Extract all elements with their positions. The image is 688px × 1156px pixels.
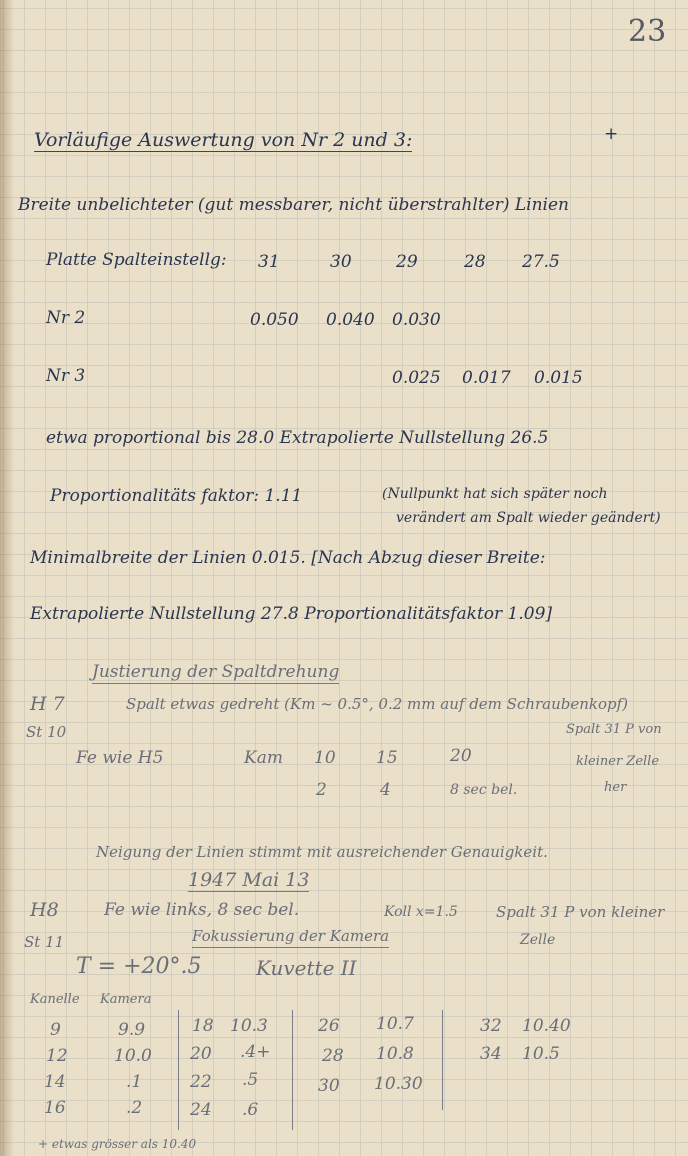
- proportional-line: etwa proportional bis 28.0 Extrapolierte Nullstellung 26.5: [46, 428, 549, 448]
- factor-line: Proportionalitäts faktor: 1.11: [50, 486, 303, 506]
- row-nr3-value: 0.025: [392, 368, 441, 388]
- fokus-cell: 10.8: [376, 1044, 414, 1064]
- st10-label: St 10: [26, 723, 67, 741]
- h8-label: H8: [30, 899, 59, 921]
- row-nr2-value: 0.030: [392, 310, 441, 330]
- fokus-cell: 26: [318, 1016, 340, 1036]
- kuvette-label: Kuvette II: [256, 956, 357, 980]
- koll-line: Koll x=1.5: [384, 904, 458, 920]
- bracket-note-1: (Nullpunkt hat sich später noch: [382, 486, 608, 502]
- row-nr3-value: 0.017: [462, 368, 511, 388]
- page-heading: Vorläufige Auswertung von Nr 2 und 3:: [34, 129, 413, 151]
- footnote: + etwas grösser als 10.40: [38, 1137, 197, 1151]
- fokus-header: Kanelle: [30, 992, 80, 1007]
- fokus-cell: 28: [322, 1046, 344, 1066]
- sec-value: 2: [316, 780, 327, 800]
- fokus-cell: 18: [192, 1016, 214, 1036]
- fokus-cell: 14: [44, 1072, 66, 1092]
- fokus-cell: 16: [44, 1098, 66, 1118]
- kam-value: 20: [450, 746, 472, 766]
- minimum-line: Minimalbreite der Linien 0.015. [Nach Abzug dieser Breite:: [30, 548, 546, 568]
- row-nr2-value: 0.040: [326, 310, 375, 330]
- table-divider: [178, 1010, 179, 1130]
- table1-col: 31: [258, 252, 280, 272]
- fokus-cell: .6: [242, 1100, 259, 1120]
- row-nr2-value: 0.050: [250, 310, 299, 330]
- st11-label: St 11: [24, 933, 65, 951]
- table-divider: [442, 1010, 443, 1110]
- kam-value: 15: [376, 748, 398, 768]
- row-nr3-value: 0.015: [534, 368, 583, 388]
- fokus-cell: 24: [190, 1100, 212, 1120]
- table1-col: 29: [396, 252, 418, 272]
- row-nr2-label: Nr 2: [46, 308, 86, 328]
- bracket-note-2: verändert am Spalt wieder geändert): [396, 510, 661, 526]
- fokus-cell: 12: [46, 1046, 68, 1066]
- fokus-cell: 34: [480, 1044, 502, 1064]
- table1-col: 27.5: [522, 252, 560, 272]
- fokus-cell: 32: [480, 1016, 502, 1036]
- sec-value: 8 sec bel.: [450, 782, 518, 798]
- kam-label: Kam: [244, 748, 283, 768]
- h7-label: H 7: [30, 693, 65, 715]
- fokus-header: Kamera: [100, 992, 152, 1007]
- table1-col: 30: [330, 252, 352, 272]
- spalt-31-note-1: Spalt 31 P von: [566, 722, 662, 737]
- fokus-cell: 10.3: [230, 1016, 268, 1036]
- spalt-31-note-3: her: [604, 780, 627, 795]
- fokus-cell: 10.40: [522, 1016, 571, 1036]
- table1-header-label: Platte Spalteinstellg:: [46, 250, 227, 270]
- fokus-cell: 30: [318, 1076, 340, 1096]
- subheading: Breite unbelichteter (gut messbarer, nicht überstrahlter) Linien: [18, 195, 569, 215]
- fokus-cell: 20: [190, 1044, 212, 1064]
- spalt-gedreht: Spalt etwas gedreht (Km ~ 0.5°, 0.2 mm auf dem Schraubenkopf): [126, 695, 629, 713]
- date-heading: 1947 Mai 13: [188, 869, 310, 891]
- fe-line: Fe wie links, 8 sec bel.: [104, 900, 300, 920]
- margin-mark: +: [604, 124, 619, 144]
- fokus-cell: .2: [126, 1098, 143, 1118]
- temperature: T = +20°.5: [76, 954, 202, 979]
- fokus-cell: .1: [126, 1072, 143, 1092]
- extrapolated-line: Extrapolierte Nullstellung 27.8 Proportionalitätsfaktor 1.09]: [30, 604, 553, 624]
- fokus-cell: .5: [242, 1070, 259, 1090]
- fokus-cell: 22: [190, 1072, 212, 1092]
- fokus-cell: .4+: [240, 1042, 271, 1062]
- row-nr3-label: Nr 3: [46, 366, 86, 386]
- spalt-h8: Spalt 31 P von kleiner: [496, 903, 665, 921]
- fokus-cell: 9.9: [118, 1020, 146, 1040]
- table-divider: [292, 1010, 293, 1130]
- kam-value: 10: [314, 748, 336, 768]
- section2-title: Justierung der Spaltdrehung: [92, 662, 340, 682]
- fokus-cell: 10.7: [376, 1014, 414, 1034]
- fokus-cell: 10.0: [114, 1046, 152, 1066]
- table1-col: 28: [464, 252, 486, 272]
- fokus-title: Fokussierung der Kamera: [192, 926, 389, 948]
- fokus-cell: 9: [50, 1020, 61, 1040]
- fe-h5: Fe wie H5: [76, 748, 164, 768]
- fokus-cell: 10.5: [522, 1044, 560, 1064]
- spalt-31-note-2: kleiner Zelle: [576, 754, 660, 769]
- neigung-line: Neigung der Linien stimmt mit ausreichender Genauigkeit.: [96, 843, 548, 861]
- zelle-label: Zelle: [520, 932, 556, 948]
- sec-value: 4: [380, 780, 391, 800]
- fokus-cell: 10.30: [374, 1074, 423, 1094]
- page-number: 23: [628, 14, 667, 49]
